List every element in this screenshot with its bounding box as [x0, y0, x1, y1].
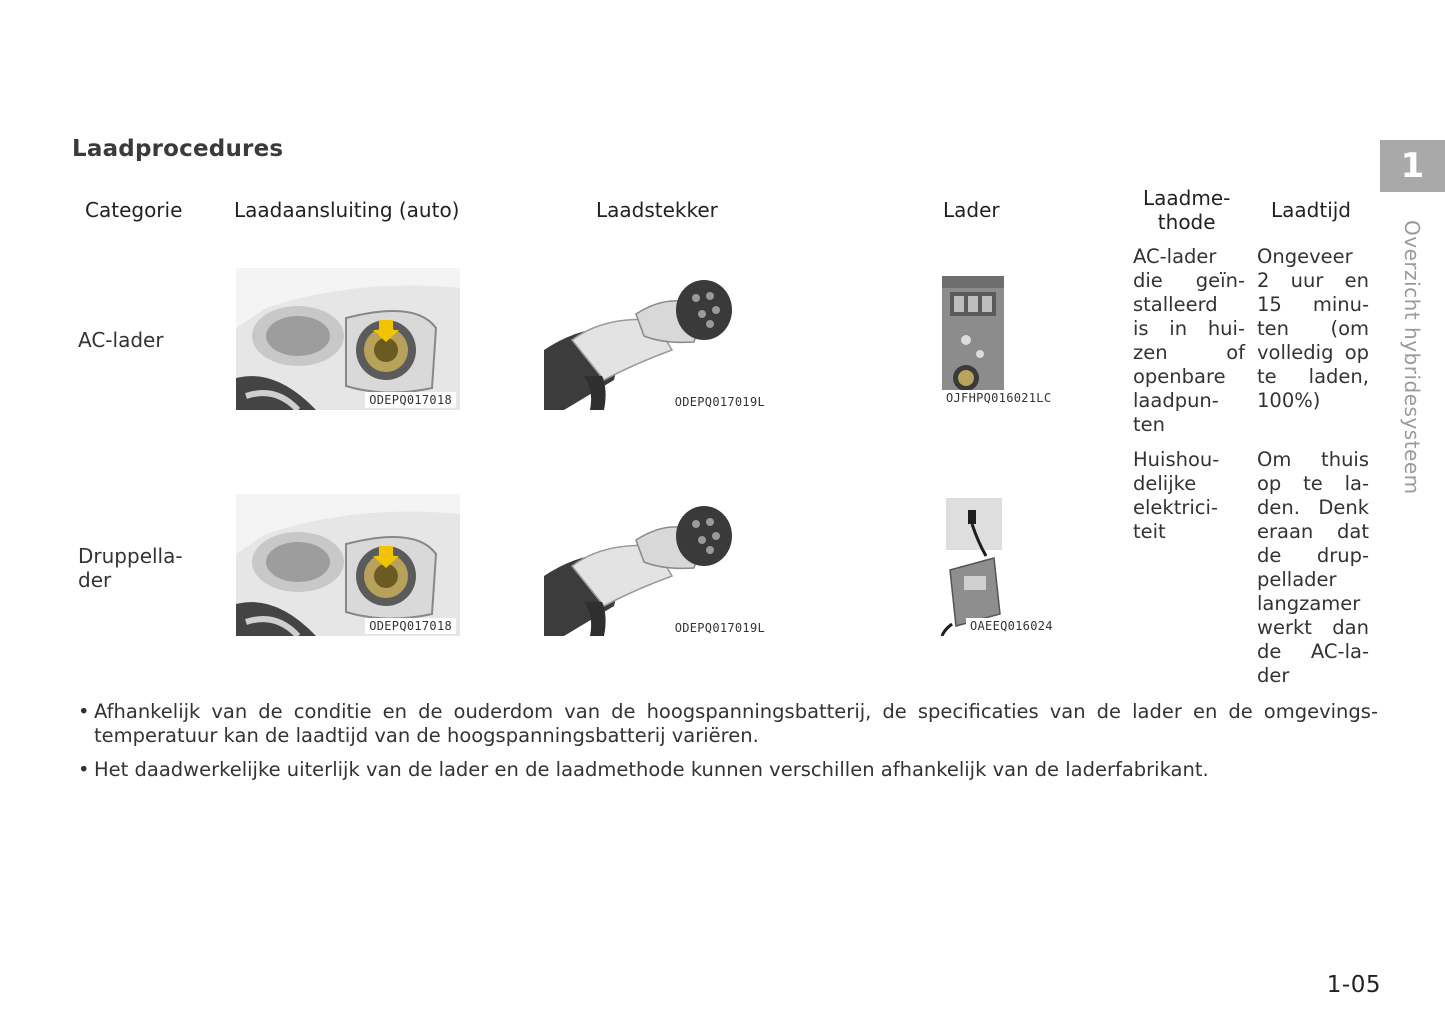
column-header-laadmethode [1143, 186, 1230, 234]
method-line: Huishou- [1133, 448, 1220, 471]
charging-inlet-illustration-icon [236, 268, 460, 410]
time-line: volledig op [1257, 341, 1369, 364]
trickle-charger-illustration-icon [938, 496, 1072, 636]
category-ac-lader: AC-lader [78, 328, 164, 352]
charging-plug-illustration-icon [544, 280, 769, 410]
time-cell-druppellader [1257, 448, 1369, 688]
time-line: 2 uur en [1257, 269, 1369, 292]
column-header-laadtijd: Laadtijd [1271, 198, 1351, 222]
column-header-laadmethode-line-2: thode [1157, 210, 1216, 234]
method-line: teit [1133, 520, 1166, 543]
method-line: is in hui- [1133, 317, 1245, 340]
method-line: laadpun- [1133, 389, 1219, 412]
note-line-2: temperatuur kan de laadtijd van de hoogspanningsbatterij variëren. [94, 724, 759, 747]
bullet-icon: • [78, 700, 90, 723]
method-line: openbare [1133, 365, 1226, 388]
category-line-2: der [78, 568, 112, 592]
category-druppellader [78, 544, 183, 592]
chapter-side-title: Overzicht hybridesysteem [1400, 220, 1424, 495]
bullet-icon: • [78, 758, 90, 781]
category-line-1: Druppella- [78, 544, 183, 568]
column-header-laadstekker: Laadstekker [596, 198, 718, 222]
note-line-1: Afhankelijk van de conditie en de ouderdom van de hoogspanningsbatterij, de specificaties van de lader en de omgevings- [94, 700, 1378, 723]
time-line: werkt dan [1257, 616, 1369, 639]
method-cell-druppellader [1133, 448, 1245, 544]
trickle-charger-image [938, 496, 1072, 636]
method-line: stalleerd [1133, 293, 1218, 316]
method-line: delijke [1133, 472, 1197, 495]
time-line: de drup- [1257, 544, 1369, 567]
method-cell-ac-lader [1133, 245, 1245, 437]
time-line: 15 minu- [1257, 293, 1369, 316]
charging-plug-image [544, 506, 769, 636]
image-caption: OAEEQ016024 [966, 618, 1057, 634]
time-line: te laden, [1257, 365, 1369, 388]
method-line: die geïn- [1133, 269, 1245, 292]
charging-inlet-image [236, 268, 460, 410]
time-line: der [1257, 664, 1290, 687]
image-caption: ODEPQ017019L [671, 620, 769, 636]
time-line: eraan dat [1257, 520, 1369, 543]
charging-inlet-image [236, 494, 460, 636]
charging-inlet-illustration-icon [236, 494, 460, 636]
column-header-categorie: Categorie [85, 198, 183, 222]
time-line: ten (om [1257, 317, 1369, 340]
page-title: Laadprocedures [72, 136, 284, 162]
image-caption: OJFHPQ016021LC [942, 390, 1055, 406]
time-line: Om thuis [1257, 448, 1369, 471]
image-caption: ODEPQ017019L [671, 394, 769, 410]
method-line: zen of [1133, 341, 1245, 364]
note-charging-time [78, 700, 1378, 748]
wallbox-charger-illustration-icon [940, 268, 1072, 408]
time-line: langzamer [1257, 592, 1361, 615]
charging-plug-illustration-icon [544, 506, 769, 636]
image-caption: ODEPQ017018 [365, 392, 456, 408]
page-number: 1-05 [1326, 972, 1381, 998]
time-line: 100%) [1257, 389, 1321, 412]
method-line: elektrici- [1133, 496, 1218, 519]
method-line: ten [1133, 413, 1166, 436]
image-caption: ODEPQ017018 [365, 618, 456, 634]
time-line: den. Denk [1257, 496, 1369, 519]
note-charger-appearance [78, 758, 1378, 782]
column-header-lader: Lader [943, 198, 1000, 222]
chapter-tab: 1 [1380, 140, 1445, 192]
time-line: pellader [1257, 568, 1337, 591]
time-line: Ongeveer [1257, 245, 1353, 268]
time-cell-ac-lader [1257, 245, 1369, 413]
note-line-1: Het daadwerkelijke uiterlijk van de lader en de laadmethode kunnen verschillen afhankelijk van de laderfabrikant. [94, 758, 1209, 781]
column-header-laadaansluiting: Laadaansluiting (auto) [234, 198, 460, 222]
wallbox-charger-image [940, 268, 1072, 408]
column-header-laadmethode-line-1: Laadme- [1143, 186, 1231, 210]
charging-plug-image [544, 280, 769, 410]
method-line: AC-lader [1133, 245, 1217, 268]
time-line: op te la- [1257, 472, 1369, 495]
time-line: de AC-la- [1257, 640, 1369, 663]
